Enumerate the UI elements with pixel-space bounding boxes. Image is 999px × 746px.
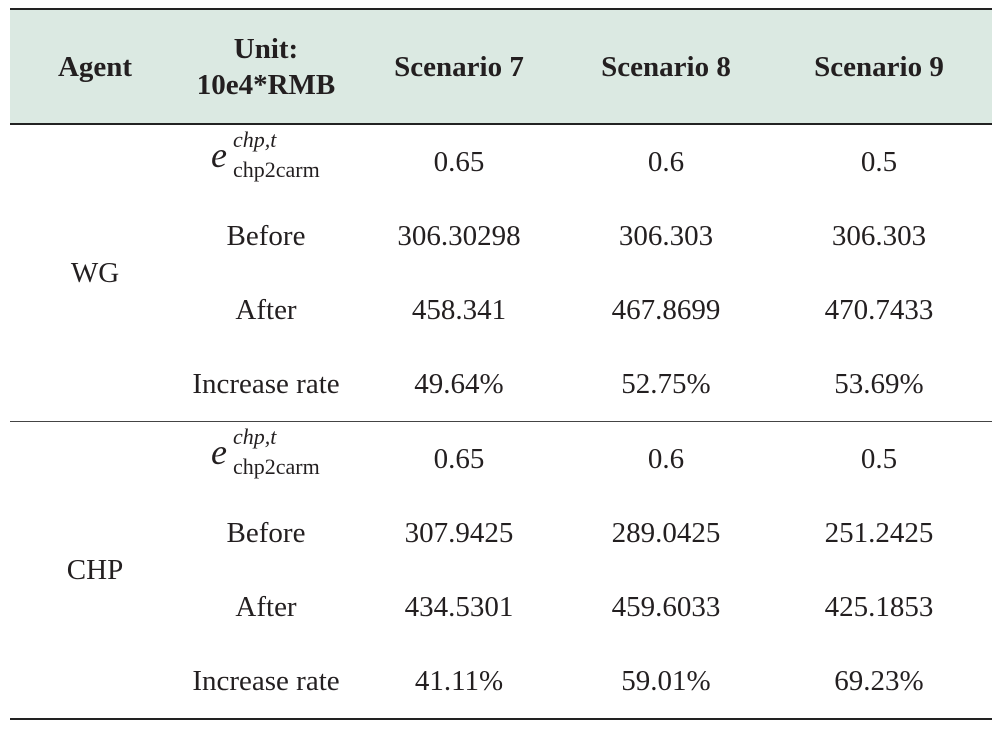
header-scenario-9: Scenario 9 — [814, 50, 944, 83]
header-unit-line2: 10e4*RMB — [196, 68, 336, 101]
row-label: After — [235, 590, 297, 623]
value-cell: 251.2425 — [824, 516, 934, 549]
header-unit — [180, 9, 352, 124]
value-cell: 0.6 — [647, 442, 685, 475]
value-cell: 434.5301 — [404, 590, 514, 623]
value-cell: 425.1853 — [824, 590, 934, 623]
value-cell: 458.341 — [411, 293, 507, 326]
emission-symbol: e chp,t chp2carm — [211, 127, 320, 182]
value-cell: 0.5 — [860, 145, 898, 178]
value-cell: 49.64% — [414, 367, 504, 400]
value-cell: 0.5 — [860, 442, 898, 475]
row-label: After — [235, 293, 297, 326]
value-cell: 459.6033 — [611, 590, 721, 623]
header-scenario-8: Scenario 8 — [601, 50, 731, 83]
table-row — [10, 422, 992, 497]
value-cell: 41.11% — [414, 664, 504, 697]
value-cell: 306.303 — [831, 219, 927, 252]
table-header — [10, 9, 992, 124]
agent-cell-wg: WG — [70, 256, 120, 289]
table-row — [10, 124, 992, 199]
value-cell: 289.0425 — [611, 516, 721, 549]
value-cell: 306.303 — [618, 219, 714, 252]
value-cell: 52.75% — [621, 367, 711, 400]
header-row — [10, 9, 992, 124]
value-cell: 470.7433 — [824, 293, 934, 326]
results-table — [10, 8, 992, 720]
value-cell: 59.01% — [621, 664, 711, 697]
emission-symbol: e chp,t chp2carm — [211, 424, 320, 479]
value-cell: 0.65 — [433, 145, 485, 178]
value-cell: 467.8699 — [611, 293, 721, 326]
group-wg — [10, 124, 992, 422]
value-cell: 0.6 — [647, 145, 685, 178]
value-cell: 307.9425 — [404, 516, 514, 549]
symbol-cell — [180, 422, 352, 497]
header-scenario-7: Scenario 7 — [394, 50, 524, 83]
value-cell: 0.65 — [433, 442, 485, 475]
agent-cell-chp: CHP — [66, 553, 124, 586]
value-cell: 53.69% — [834, 367, 924, 400]
row-label: Before — [226, 219, 306, 252]
symbol-cell — [180, 124, 352, 199]
header-agent: Agent — [57, 50, 133, 83]
value-cell: 69.23% — [834, 664, 924, 697]
row-label: Increase rate — [192, 367, 340, 400]
row-label: Before — [226, 516, 306, 549]
header-unit-line1: Unit: — [233, 32, 299, 65]
group-chp — [10, 422, 992, 720]
row-label: Increase rate — [192, 664, 340, 697]
value-cell: 306.30298 — [397, 219, 521, 252]
